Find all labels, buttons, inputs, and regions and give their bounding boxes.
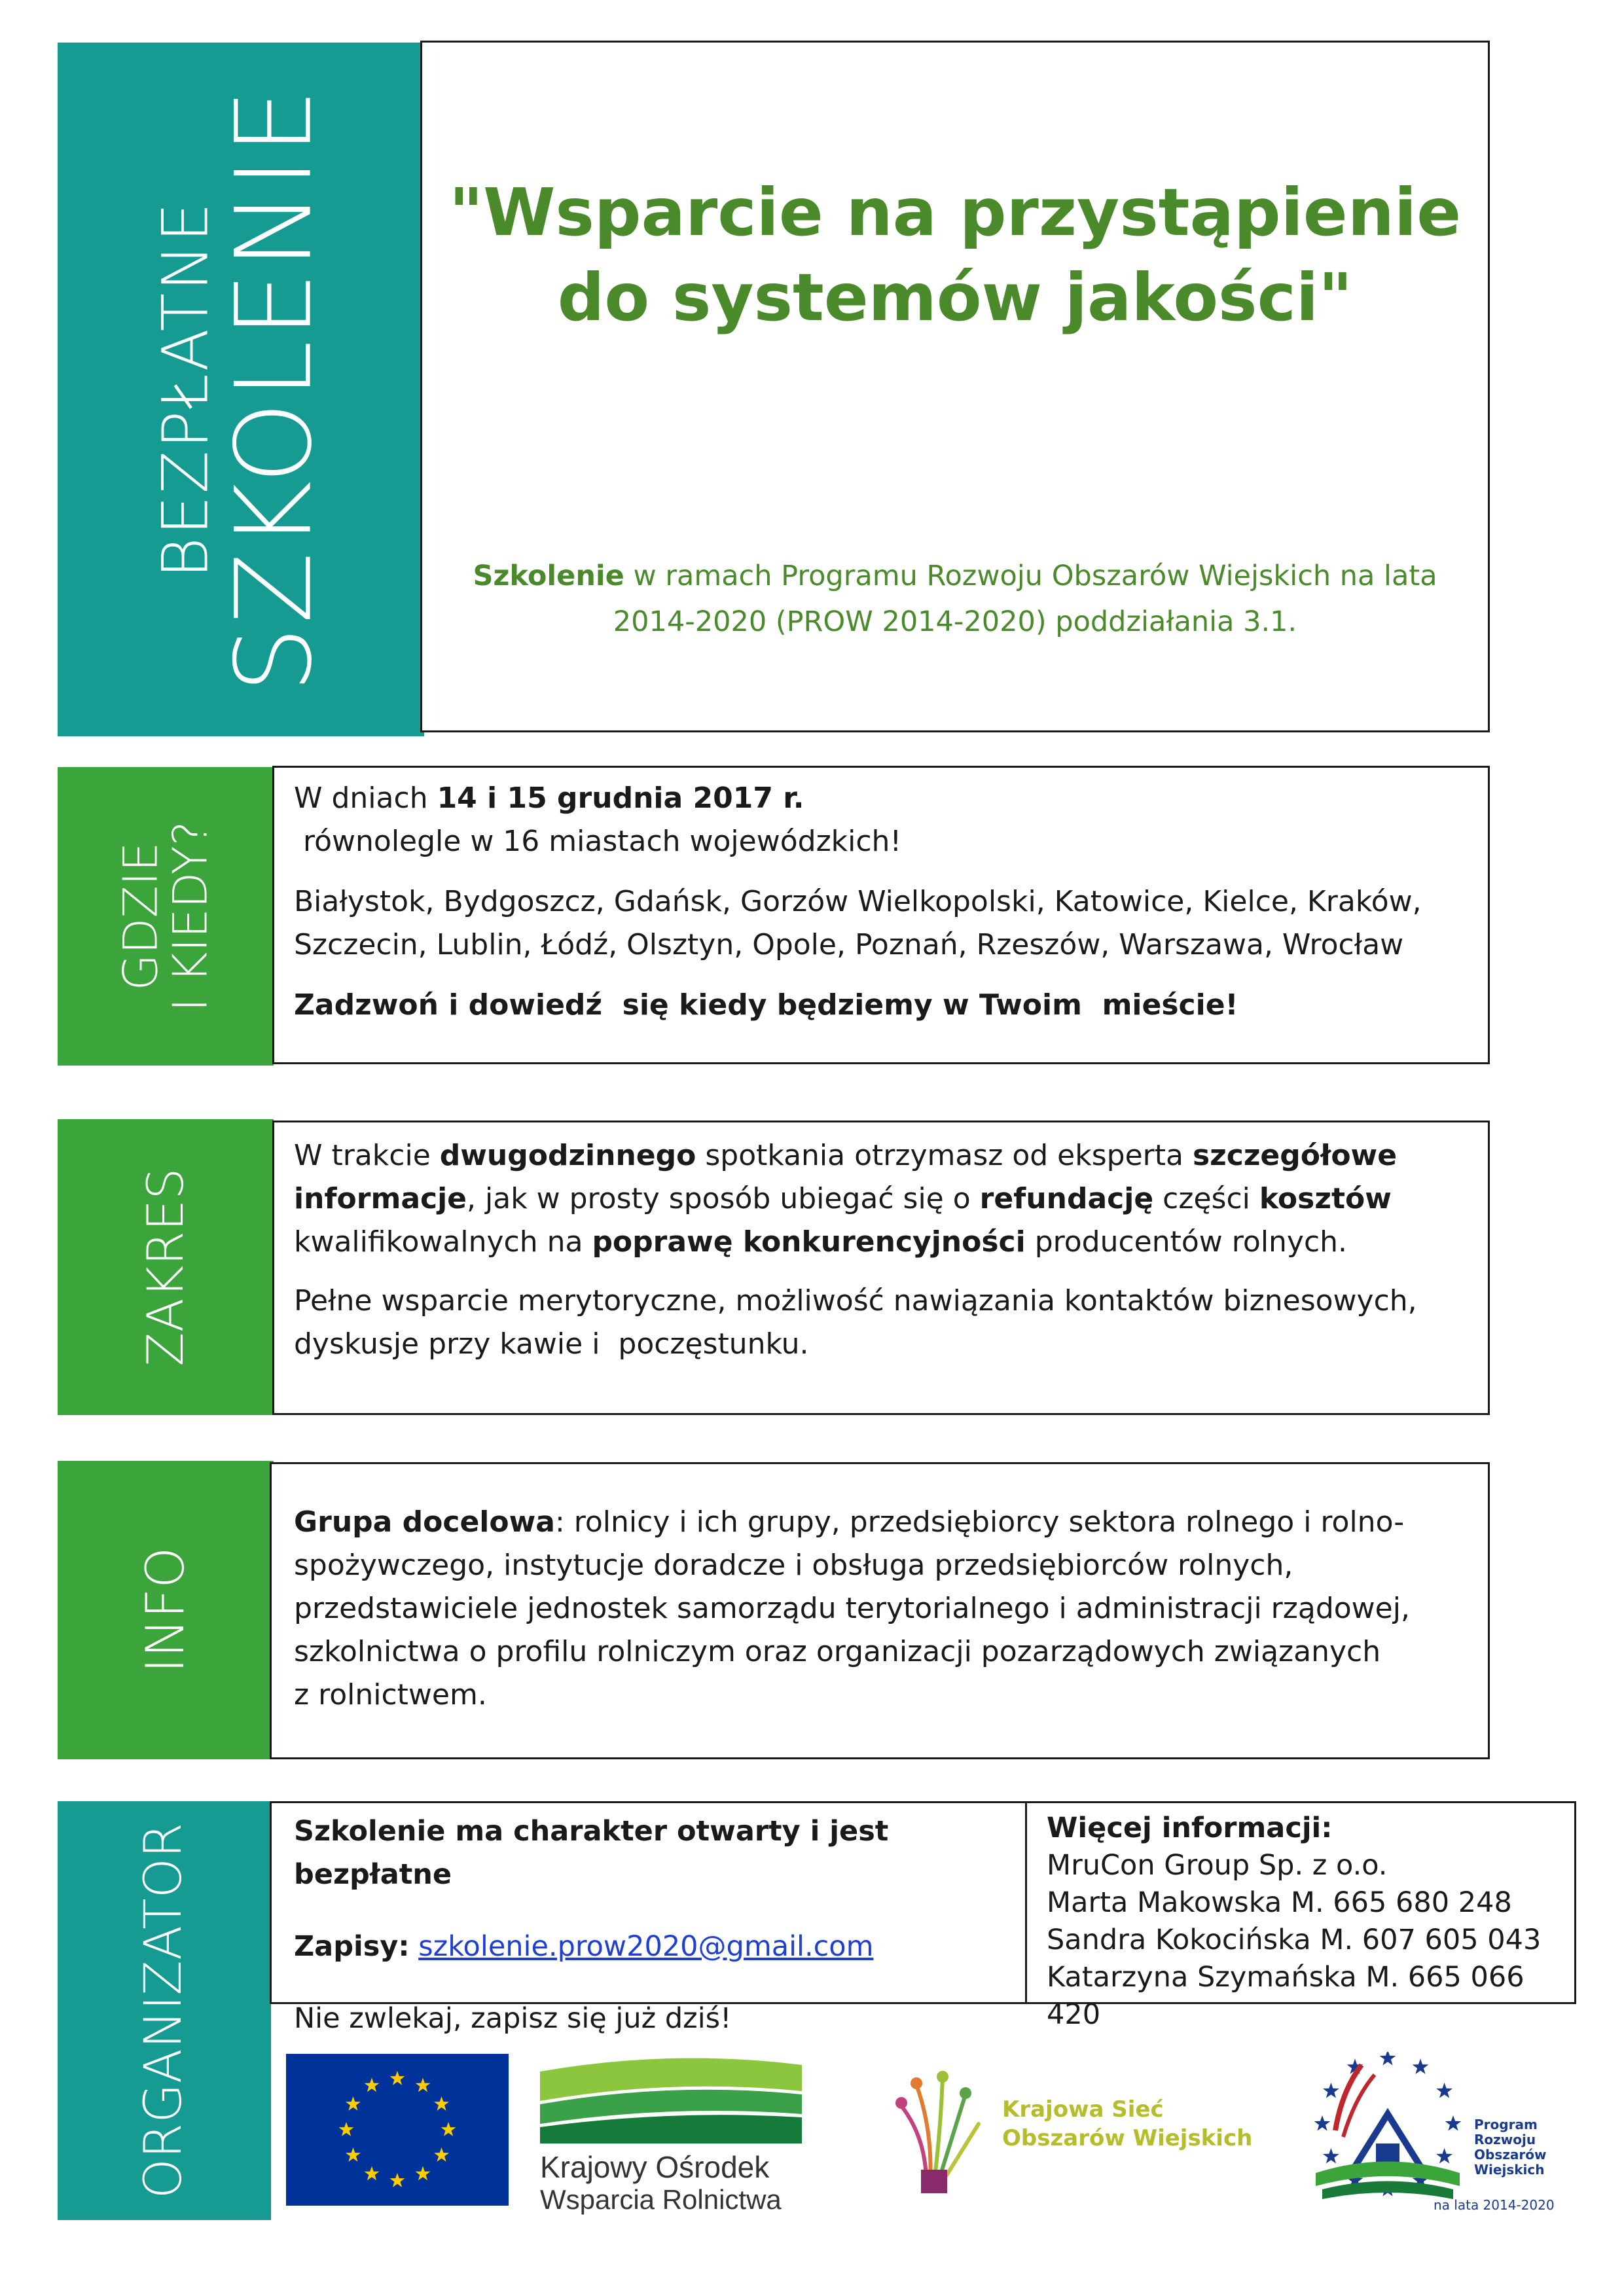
info-side-label: INFO	[135, 1547, 196, 1674]
contact-box	[1025, 1801, 1576, 2031]
kowr-fields-icon	[540, 2052, 802, 2144]
star-icon	[1314, 2115, 1331, 2131]
star-icon	[1413, 2058, 1429, 2074]
kowr-name-1: Krajowy Ośrodek	[540, 2150, 770, 2184]
open-line: Szkolenie ma charakter otwarty i jest bezpłatne	[294, 1815, 889, 1891]
scope-line-3: kwalifikowalnych na poprawę konkurencyjności producentów rolnych.	[294, 1225, 1348, 1259]
star-icon	[390, 2071, 405, 2085]
side-label-bezplatne: BEZPŁATNE	[149, 200, 223, 579]
star-icon	[416, 2078, 431, 2092]
call-line: Zadzwoń i dowiedź się kiedy będziemy w Twoim mieście!	[294, 988, 1238, 1022]
eu-stars-icon	[286, 2054, 509, 2206]
where-content	[294, 777, 1475, 1027]
dates-bold: 14 i 15 grudnia 2017 r.	[437, 781, 804, 815]
scope-box	[272, 1121, 1490, 1415]
header-side-band	[58, 43, 424, 736]
title-line-1: "Wsparcie na przystąpienie	[448, 174, 1462, 251]
organizer-side-label: ORGANIZATOR	[134, 1822, 194, 2199]
signup-box	[270, 1801, 1028, 2035]
scope-line-5: dyskusje przy kawie i poczęstunku.	[294, 1327, 809, 1361]
cities-line-1: Białystok, Bydgoszcz, Gdańsk, Gorzów Wielkopolski, Katowice, Kielce, Kraków,	[294, 885, 1422, 918]
star-icon	[1436, 2148, 1453, 2164]
where-side-text	[113, 772, 217, 1060]
hurry-line: Nie zwlekaj, zapisz się już dziś!	[294, 2002, 732, 2035]
scope-side-label: ZAKRES	[136, 1168, 195, 1367]
info-line-5: z rolnictwem.	[294, 1678, 487, 1712]
star-icon	[1380, 2052, 1396, 2066]
info-line-4: szkolnictwa o profilu rolniczym oraz organizacji pozarządowych związanych	[294, 1635, 1381, 1668]
star-icon	[434, 2096, 449, 2111]
prow-words: Program Rozwoju Obszarów Wiejskich	[1474, 2117, 1547, 2178]
ksow-name-1: Krajowa Sieć	[1002, 2096, 1164, 2123]
star-icon	[1323, 2083, 1339, 2098]
star-icon	[1445, 2115, 1462, 2131]
star-icon	[390, 2173, 405, 2187]
info-side-band	[58, 1461, 274, 1759]
dates-line: W dniach 14 i 15 grudnia 2017 r.	[294, 781, 804, 815]
page-title	[422, 170, 1488, 340]
where-side-band	[58, 767, 274, 1066]
star-icon	[1323, 2148, 1339, 2164]
info-box	[270, 1462, 1490, 1759]
star-icon	[434, 2147, 449, 2162]
star-icon	[346, 2096, 361, 2111]
more-info-title: Więcej informacji:	[1047, 1812, 1333, 1844]
info-line-3: przedstawiciele jednostek samorządu terytorialnego i administracji rządowej,	[294, 1592, 1410, 1625]
star-icon	[346, 2147, 361, 2162]
scope-line-2: informacje, jak w prosty sposób ubiegać się o refundację części kosztów	[294, 1182, 1392, 1215]
star-icon	[1436, 2083, 1453, 2098]
subtitle-rest: w ramach Programu Rozwoju Obszarów Wiejskich na lata	[624, 560, 1437, 592]
parallel-line: równolegle w 16 miastach wojewódzkich!	[294, 825, 902, 858]
title-line-2: do systemów jakości"	[557, 259, 1353, 336]
contact-3: Katarzyna Szymańska M. 665 066 420	[1047, 1961, 1525, 2031]
prow-emblem-icon	[1303, 2052, 1473, 2215]
star-icon	[365, 2166, 380, 2181]
contact-1: Marta Makowska M. 665 680 248	[1047, 1886, 1512, 1919]
side-label-szkolenie: SZKOLENIE	[212, 86, 335, 693]
prow-years: na lata 2014-2020	[1434, 2197, 1555, 2213]
scope-line-1: W trakcie dwugodzinnego spotkania otrzymasz od eksperta szczegółowe	[294, 1139, 1398, 1172]
organizer-side-band	[58, 1801, 271, 2220]
star-icon	[365, 2078, 380, 2092]
subtitle-bold: Szkolenie	[473, 560, 624, 592]
signup-content	[294, 1810, 1019, 2040]
kowr-name-2: Wsparcia Rolnictwa	[540, 2184, 782, 2215]
prow-logo	[1303, 2052, 1578, 2215]
scope-side-band	[58, 1119, 274, 1415]
ksow-logo	[887, 2065, 1254, 2196]
star-icon	[416, 2166, 431, 2181]
header-box	[420, 41, 1490, 732]
kowr-logo	[540, 2052, 815, 2215]
side-label-kiedy: I KIEDY?	[162, 821, 217, 1012]
info-line-1: Grupa docelowa: rolnicy i ich grupy, przedsiębiorcy sektora rolnego i rolno-	[294, 1505, 1405, 1539]
contact-2: Sandra Kokocińska M. 607 605 043	[1047, 1924, 1542, 1956]
signup-label: Zapisy:	[294, 1930, 410, 1963]
company-name: MruCon Group Sp. z o.o.	[1047, 1849, 1388, 1882]
cities-line-2: Szczecin, Lublin, Łódź, Olsztyn, Opole, Poznań, Rzeszów, Warszawa, Wrocław	[294, 928, 1404, 961]
eu-flag-logo	[286, 2054, 509, 2206]
subtitle-line-2: 2014-2020 (PROW 2014-2020) poddziałania 3.1.	[613, 605, 1297, 638]
signup-line	[294, 1925, 1019, 1968]
info-line-2: spożywczego, instytucje doradcze i obsługa przedsiębiorców rolnych,	[294, 1549, 1293, 1582]
ksow-name-2: Obszarów Wiejskich	[1002, 2125, 1253, 2151]
scope-line-4: Pełne wsparcie merytoryczne, możliwość nawiązania kontaktów biznesowych,	[294, 1284, 1417, 1318]
info-content	[294, 1501, 1475, 1717]
header-side-text	[149, 62, 335, 717]
contact-content	[1047, 1810, 1569, 2034]
ksow-tree-icon	[887, 2065, 985, 2196]
star-icon	[441, 2122, 456, 2136]
side-label-gdzie: GDZIE	[113, 842, 168, 991]
email-link[interactable]: szkolenie.prow2020@gmail.com	[418, 1930, 874, 1963]
where-box	[272, 766, 1490, 1064]
scope-content	[294, 1134, 1475, 1366]
star-icon	[339, 2122, 354, 2136]
subtitle	[435, 553, 1475, 645]
